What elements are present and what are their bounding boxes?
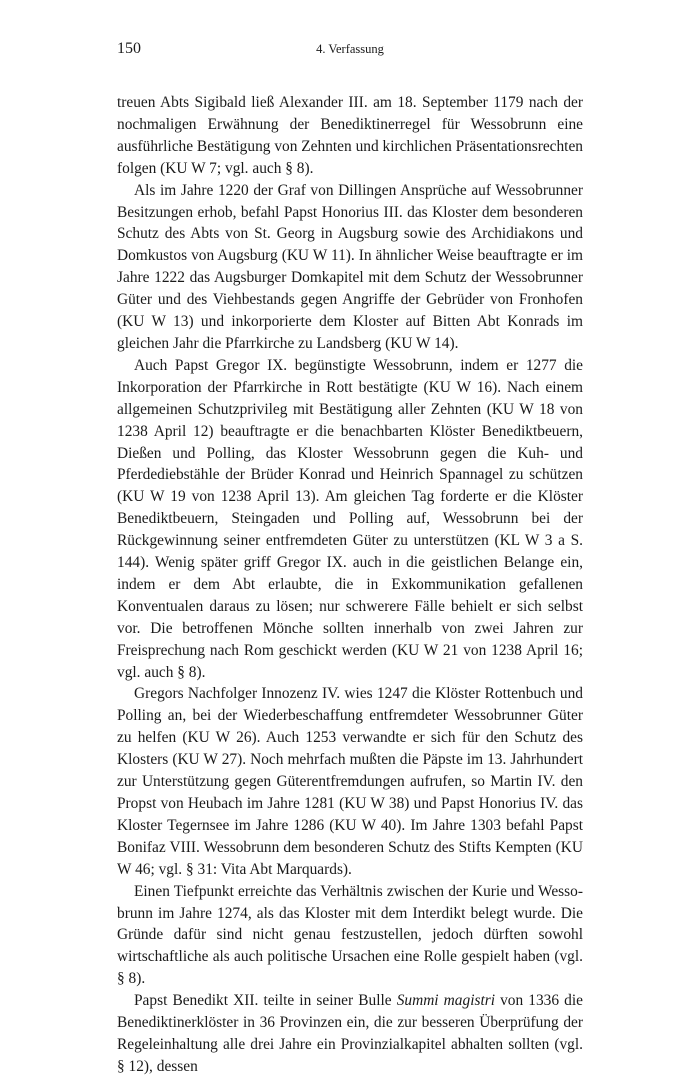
italic-title: Summi magistri bbox=[396, 992, 495, 1010]
text-segment: Einen Tiefpunkt erreichte das Verhältnis zwischen der Kurie und Wessobrunn im Jahre 1274, als das Kloster mit dem Interdikt belegt wurde. Die Gründe dafür sind nicht genau festzustellen, jedoch dürften sowohl wirtschaftliche als auch politische Ursachen eine Rolle gespielt haben (vgl. § 8). bbox=[117, 882, 583, 988]
body-text bbox=[117, 92, 583, 1078]
text-segment: Als im Jahre 1220 der Graf von Dillingen Ansprüche auf Wessobrunner Besitzungen erhob, befahl Papst Honorius III. das Kloster dem besonderen Schutz des Abts von St. Georg in Augsburg sowie des Archidiakons und Domkustos von Augsburg (KU W 11). In ähnlicher Weise beauftragte er im Jahre 1222 das Augsburger Domkapitel mit dem Schutz der Wessobrunner Güter und des Viehbestands gegen Angriffe der Gebrüder von Fronhofen (KU W 13) und inkorporierte dem Kloster auf Bitten Abt Konrads im gleichen Jahr die Pfarrkirche zu Landsberg (KU W 14). bbox=[117, 181, 583, 352]
document-page bbox=[117, 40, 583, 1078]
paragraph bbox=[117, 990, 583, 1078]
text-segment: Papst Benedikt XII. teilte in seiner Bulle bbox=[134, 992, 397, 1010]
paragraph bbox=[117, 683, 583, 880]
text-segment: von 1336 die Benediktinerklöster in 36 Provinzen ein, die zur besseren Überprüfung der Regeleinhaltung alle drei Jahre ein Provinzialkapitel abhalten sollten (vgl. § 12), dessen bbox=[117, 992, 583, 1075]
page-header bbox=[117, 40, 583, 68]
paragraph bbox=[117, 355, 583, 684]
text-segment: treuen Abts Sigibald ließ Alexander III. am 18. September 1179 nach der nochmaligen Erwähnung der Benediktinerregel für Wessobrunn eine ausführliche Bestätigung von Zehnten und kirchlichen Präsentationsrechten folgen (KU W 7; vgl. auch § 8). bbox=[117, 94, 583, 177]
paragraph bbox=[117, 881, 583, 991]
paragraph bbox=[117, 92, 583, 180]
text-segment: Auch Papst Gregor IX. begünstigte Wessobrunn, indem er 1277 die Inkorporation der Pfarrkirche in Rott bestätigte (KU W 16). Nach einem allgemeinen Schutzprivileg mit Bestätigung aller Zehnten (KU W 18 von 1238 April 12) beauftragte er die benachbarten Klöster Benediktbeuern, Dießen und Polling, das Kloster Wessobrunn gegen die Kuh- und Pferdediebstähle der Brüder Konrad und Heinrich Spannagel zu schützen (KU W 19 von 1238 April 13). Am gleichen Tag forderte er die Klöster Benediktbeuern, Steingaden und Polling auf, Wessobrunn bei der Rückgewinnung seiner entfremdeten Güter zu unterstützen (KL W 3 a S. 144). Wenig später griff Gregor IX. auch in die geistlichen Belange ein, indem er dem Abt erlaubte, die in Exkommunikation gefallenen Konventualen daraus zu lösen; nur schwerere Fälle behielt er sich selbst vor. Die betroffenen Mönche sollten innerhalb von zwei Jahren zur Freisprechung nach Rom geschickt werden (KU W 21 von 1238 April 16; vgl. auch § 8). bbox=[117, 356, 583, 681]
paragraph bbox=[117, 180, 583, 355]
text-segment: Gregors Nachfolger Innozenz IV. wies 1247 die Klöster Rottenbuch und Polling an, bei der Wiederbeschaffung entfremdeter Wessobrunner Güter zu helfen (KU W 26). Auch 1253 verwandte er sich für den Schutz des Klosters (KU W 27). Noch mehrfach mußten die Päpste im 13. Jahrhundert zur Unterstützung gegen Güterentfremdungen aufrufen, so Martin IV. den Propst von Heubach im Jahre 1281 (KU W 38) und Papst Honorius IV. das Kloster Tegernsee im Jahre 1286 (KU W 40). Im Jahre 1303 befahl Papst Bonifaz VIII. Wessobrunn dem besonderen Schutz des Stifts Kempten (KU W 46; vgl. § 31: Vita Abt Marquards). bbox=[117, 685, 583, 878]
page-number: 150 bbox=[117, 40, 141, 57]
running-head: 4. Verfassung bbox=[316, 42, 384, 56]
